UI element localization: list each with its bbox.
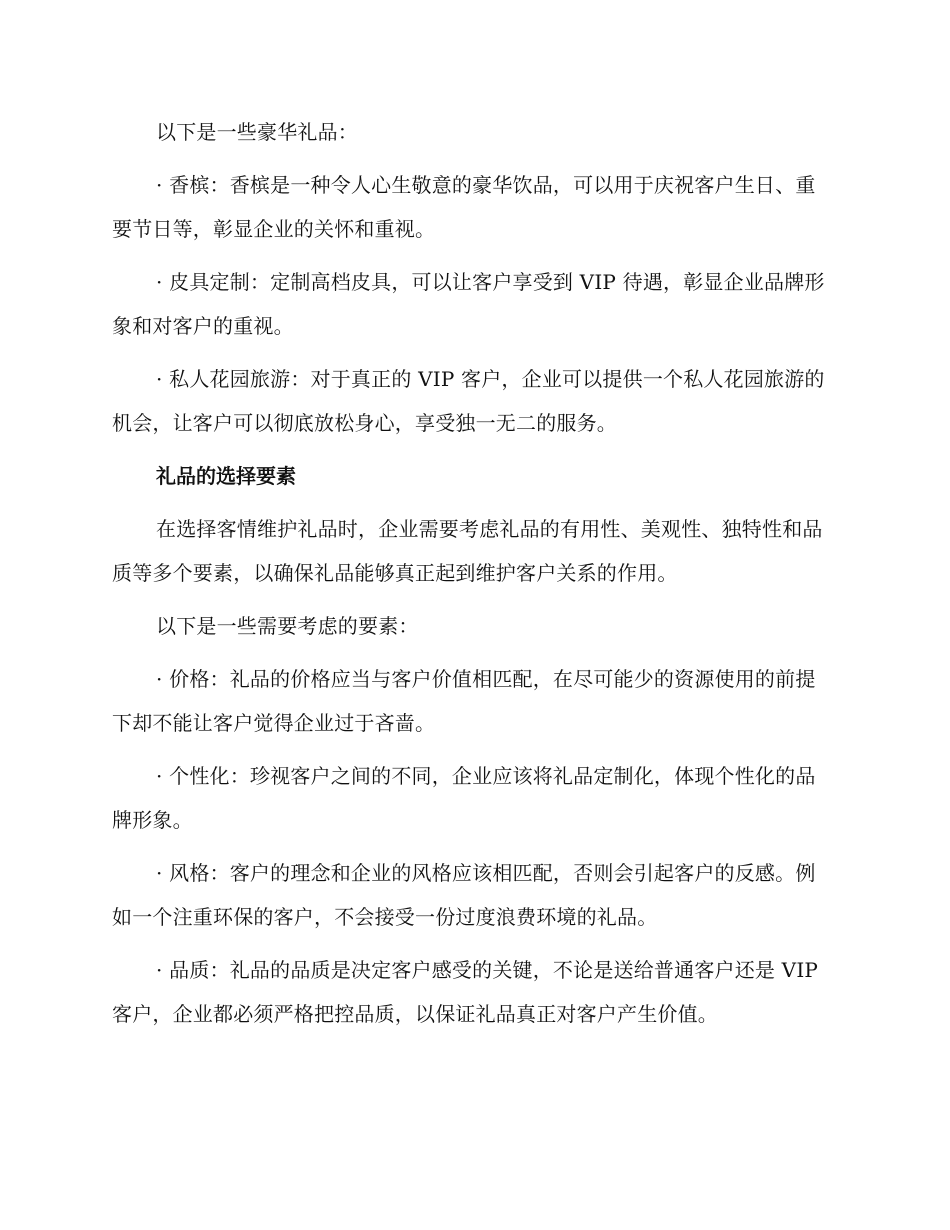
luxury-gifts-intro: 以下是一些豪华礼品： xyxy=(156,120,358,144)
selection-intro: 在选择客情维护礼品时，企业需要考虑礼品的有用性、美观性、独特性和品质等多个要素，以确保礼品能够真正起到维护客户关系的作用。 xyxy=(112,517,823,585)
personalization-item: · 个性化：珍视客户之间的不同，企业应该将礼品定制化，体现个性化的品牌形象。 xyxy=(112,764,816,832)
price-item: · 价格：礼品的价格应当与客户价值相匹配，在尽可能少的资源使用的前提下却不能让客户觉得企业过于吝啬。 xyxy=(112,667,816,735)
garden-tour-item: · 私人花园旅游：对于真正的 VIP 客户，企业可以提供一个私人花园旅游的机会，让客户可以彻底放松身心，享受独一无二的服务。 xyxy=(112,367,825,435)
selection-heading: 礼品的选择要素 xyxy=(156,464,296,488)
factors-intro: 以下是一些需要考虑的要素： xyxy=(156,614,419,638)
champagne-item: · 香槟：香槟是一种令人心生敬意的豪华饮品，可以用于庆祝客户生日、重要节日等，彰显企业的关怀和重视。 xyxy=(112,173,816,241)
style-item: · 风格：客户的理念和企业的风格应该相匹配，否则会引起客户的反感。例如一个注重环保的客户，不会接受一份过度浪费环境的礼品。 xyxy=(112,861,816,929)
quality-item: · 品质：礼品的品质是决定客户感受的关键，不论是送给普通客户还是 VIP 客户，企业都必须严格把控品质，以保证礼品真正对客户产生价值。 xyxy=(112,958,819,1026)
leather-item: · 皮具定制：定制高档皮具，可以让客户享受到 VIP 待遇，彰显企业品牌形象和对客户的重视。 xyxy=(112,270,825,338)
